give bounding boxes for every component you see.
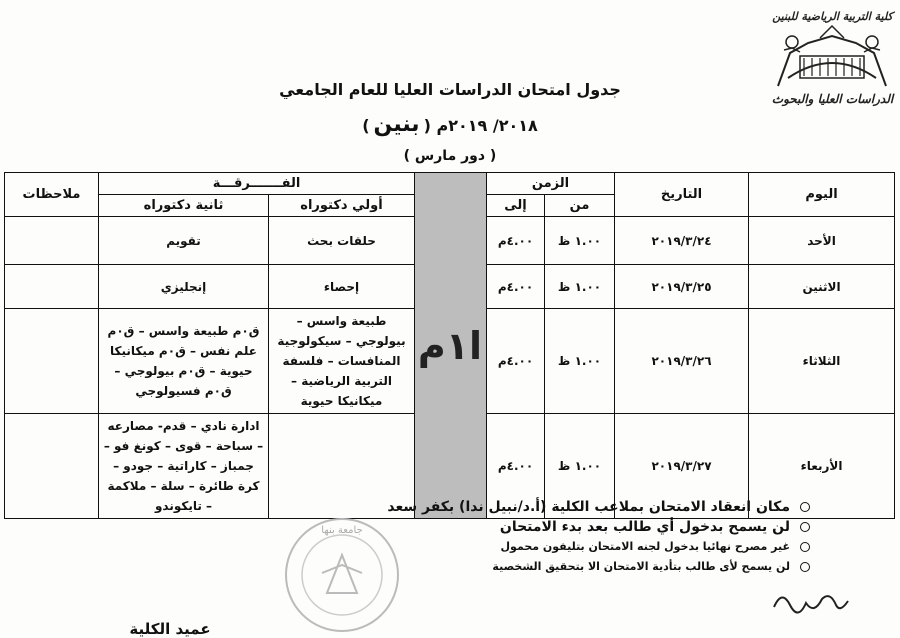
row-notes — [5, 414, 99, 519]
row-from: ١.٠٠ ظ — [545, 217, 615, 265]
row-first-doctorate: إحصاء — [269, 265, 415, 309]
note-item — [270, 497, 810, 517]
academic-year: ٢٠١٨/ ٢٠١٩م (بنين) — [362, 112, 538, 137]
row-second-doctorate: ق٠م طبيعة واسس – ق٠م علم نفس – ق٠م ميكانيكا حيوية – ق٠م بيولوجي – ق٠م فسيولوجي — [99, 309, 269, 414]
row-day: الأربعاء — [749, 414, 895, 519]
header-time: الزمن — [487, 173, 615, 195]
row-to: ٤.٠٠م — [487, 309, 545, 414]
note-text: مكان انعقاد الامتحان بملاعب الكلية (أ.د/نبيل ندا) بكفر سعد — [387, 499, 790, 515]
header-date: التاريخ — [615, 173, 749, 217]
separator-column — [415, 173, 487, 519]
note-text: لن يسمح بدخول أي طالب بعد بدء الامتحان — [499, 519, 790, 535]
header-first-doctorate: أولي دكتوراه — [269, 195, 415, 217]
note-text: لن يسمح لأى طالب بتأدية الامتحان الا بتحقيق الشخصية — [492, 560, 790, 573]
row-first-doctorate: طبيعة واسس – بيولوجي – سيكولوجية المنافسات – فلسفة التربية الرياضية – ميكانيكا حيوية — [269, 309, 415, 414]
row-second-doctorate: ادارة نادي – قدم- مصارعه – سباحة – قوى – كونغ فو – جمباز – كاراتية – جودو – كرة طائرة – سلة – ملاكمة – تايكوندو — [99, 414, 269, 519]
bullet-icon — [800, 502, 810, 512]
university-stamp-icon — [282, 515, 402, 635]
section-label: بنين — [373, 112, 420, 137]
row-second-doctorate: إنجليزي — [99, 265, 269, 309]
row-second-doctorate: تقويم — [99, 217, 269, 265]
bullet-icon — [800, 522, 810, 532]
header-groups: الفـــــــرقـــة — [99, 173, 415, 195]
row-notes — [5, 309, 99, 414]
row-day: الاثنين — [749, 265, 895, 309]
row-from: ١.٠٠ ظ — [545, 414, 615, 519]
row-to: ٤.٠٠م — [487, 414, 545, 519]
bullet-icon — [800, 542, 810, 552]
stamp-text: جامعة بنها — [321, 525, 363, 536]
year-value: ٢٠١٨/ ٢٠١٩م — [436, 116, 538, 135]
row-date: ٢٠١٩/٣/٢٦ — [615, 309, 749, 414]
row-date: ٢٠١٩/٣/٢٧ — [615, 414, 749, 519]
row-first-doctorate: حلقات بحث — [269, 217, 415, 265]
row-day: الثلاثاء — [749, 309, 895, 414]
row-to: ٤.٠٠م — [487, 265, 545, 309]
dean-label: عميد الكلية — [129, 620, 211, 638]
row-notes — [5, 265, 99, 309]
row-to: ٤.٠٠م — [487, 217, 545, 265]
logo-bottom-text: الدراسات العليا والبحوث — [771, 92, 894, 106]
note-text: غير مصرح نهائيا بدخول لجنه الامتحان بتليفون محمول — [500, 540, 790, 553]
document-title: جدول امتحان الدراسات العليا للعام الجامعي — [279, 80, 621, 99]
row-date: ٢٠١٩/٣/٢٤ — [615, 217, 749, 265]
exam-schedule-table — [4, 172, 895, 519]
row-date: ٢٠١٩/٣/٢٥ — [615, 265, 749, 309]
row-from: ١.٠٠ ظ — [545, 265, 615, 309]
exam-round: ( دور مارس ) — [403, 148, 497, 164]
row-notes — [5, 217, 99, 265]
header-second-doctorate: ثانية دكتوراه — [99, 195, 269, 217]
header-to: إلى — [487, 195, 545, 217]
logo-top-text: كلية التربية الرياضية للبنين — [772, 10, 893, 23]
header-from: من — [545, 195, 615, 217]
header-day: اليوم — [749, 173, 895, 217]
bullet-icon — [800, 562, 810, 572]
row-day: الأحد — [749, 217, 895, 265]
header-notes: ملاحظات — [5, 173, 99, 217]
separator-glyph: ا۱م — [417, 323, 482, 368]
signature-icon — [770, 585, 850, 620]
row-from: ١.٠٠ ظ — [545, 309, 615, 414]
